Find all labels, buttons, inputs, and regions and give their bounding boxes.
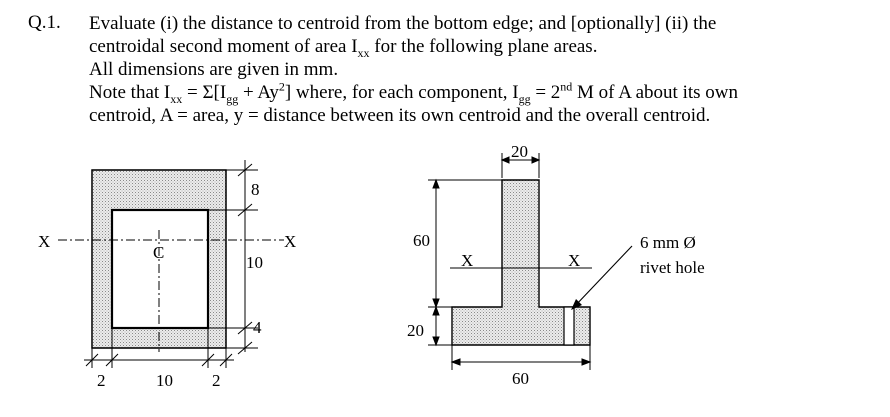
figure1-centroid-label: C — [153, 243, 165, 262]
figure1-dim-top: 8 — [251, 180, 260, 199]
figure1-dim-bottom: 4 — [253, 318, 262, 337]
question-line-1: Evaluate (i) the distance to centroid from the bottom edge; and [optionally] (ii) the — [89, 13, 717, 34]
figure2-axis-right-label: X — [568, 251, 581, 270]
figure1-dim-width: 10 — [156, 371, 173, 390]
question-line-3: All dimensions are given in mm. — [89, 59, 339, 80]
figure2-leader-line — [574, 246, 632, 307]
figure2-rivet-hole — [564, 307, 574, 345]
figure1-dim-inner: 10 — [246, 253, 263, 272]
figure2-note-line1: 6 mm Ø — [640, 233, 696, 252]
question-line-2: centroidal second moment of area $I_{xx}$ for the following plane areas. — [89, 36, 598, 60]
question-line-5: centroid, A = area, y = distance between its own centroid and the overall centroid. — [89, 105, 711, 126]
figure1-axis-left-label: X — [38, 232, 51, 251]
question-line-4: Note that $I_{xx} = \Sigma[I_{gg} + Ay^2]$ where, for each component, $I_{gg} = 2nd$ M of A about its own — [89, 79, 739, 106]
figure2-dim-height: 60 — [413, 231, 430, 250]
figure2-dim-width: 60 — [512, 369, 529, 388]
figure1-axis-right-label: X — [284, 232, 297, 251]
figure2-width-dimension — [452, 345, 590, 370]
figure2-axis-left-label: X — [461, 251, 474, 270]
figure1-dim-wall-right: 2 — [212, 371, 221, 390]
figure2-note-line2: rivet hole — [640, 258, 705, 277]
question-number: Q.1. — [28, 12, 61, 33]
figure2-dim-top: 20 — [511, 142, 528, 161]
figure1-dim-wall-left: 2 — [97, 371, 106, 390]
figure2-dim-flange: 20 — [407, 321, 424, 340]
